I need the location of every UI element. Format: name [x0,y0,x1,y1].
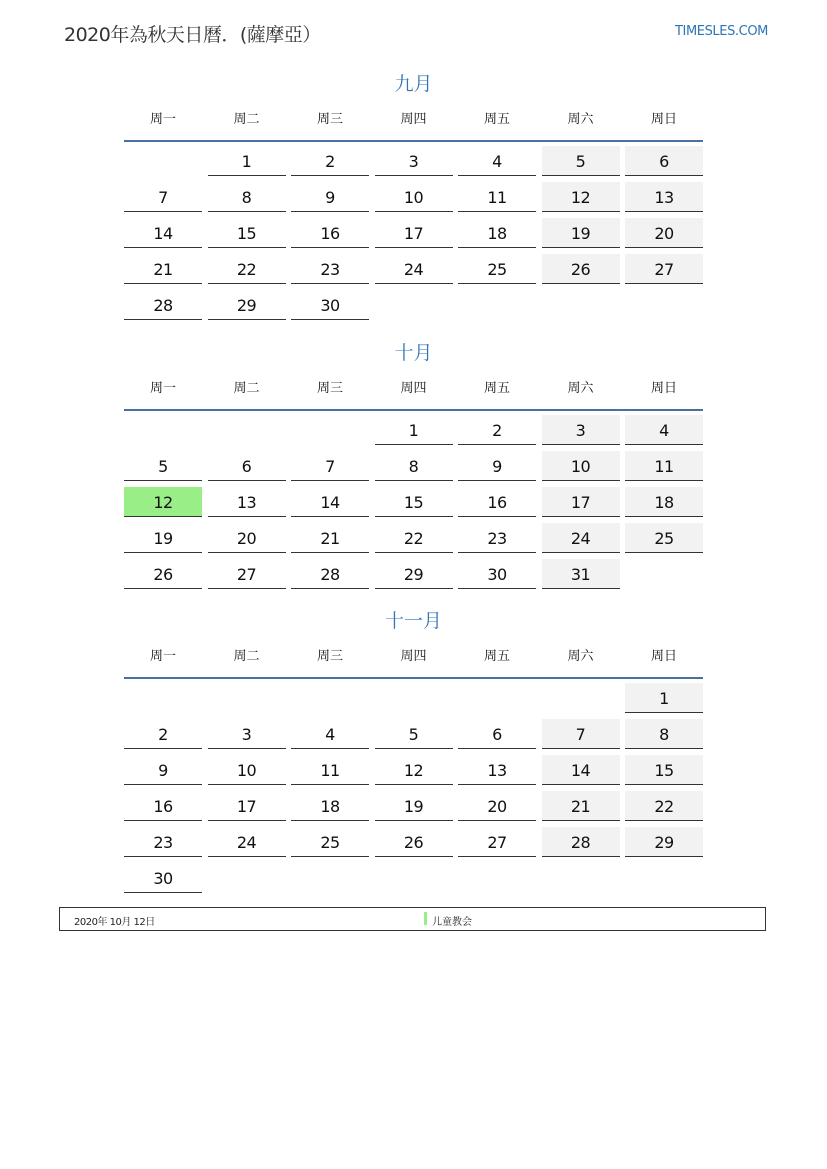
weekday-label: 周五 [483,112,510,127]
day-cell[interactable]: 16 [458,487,536,517]
day-cell[interactable]: 22 [625,791,703,821]
weekday-label: 周六 [567,381,594,396]
day-cell-empty [542,683,620,713]
day-grid [124,146,703,326]
footer-date: 2020年 10月 12日 [74,917,155,928]
site-link[interactable]: TIMESLES.COM [674,24,768,39]
day-cell[interactable]: 11 [625,451,703,481]
day-cell[interactable]: 10 [375,182,453,212]
weekday-label: 周三 [316,649,343,664]
day-cell[interactable]: 15 [208,218,286,248]
day-cell[interactable]: 6 [458,719,536,749]
weekday-label: 周一 [149,112,176,127]
day-cell[interactable]: 1 [208,146,286,176]
day-grid [124,683,703,899]
weekday-label: 周五 [483,649,510,664]
day-cell[interactable]: 28 [542,827,620,857]
day-cell[interactable]: 28 [291,559,369,589]
footer-event-bar [59,907,766,931]
day-cell[interactable]: 25 [291,827,369,857]
day-cell[interactable]: 15 [375,487,453,517]
day-cell[interactable]: 9 [124,755,202,785]
weekday-label: 周四 [400,381,427,396]
day-cell[interactable]: 25 [458,254,536,284]
day-cell[interactable]: 22 [208,254,286,284]
day-cell[interactable]: 24 [375,254,453,284]
day-cell[interactable]: 29 [375,559,453,589]
day-cell[interactable]: 14 [291,487,369,517]
day-cell-empty [291,683,369,713]
day-cell[interactable]: 4 [458,146,536,176]
day-cell-empty [291,415,369,445]
weekday-label: 周日 [650,649,677,664]
day-cell[interactable]: 21 [124,254,202,284]
weekday-label: 周二 [233,112,260,127]
day-cell-highlighted[interactable]: 12 [124,487,202,517]
day-cell[interactable]: 2 [124,719,202,749]
month-calendar-october [124,337,703,595]
day-cell[interactable]: 6 [625,146,703,176]
day-cell[interactable]: 27 [625,254,703,284]
month-calendar-september [124,68,703,326]
day-cell[interactable]: 5 [124,451,202,481]
day-cell[interactable]: 5 [375,719,453,749]
day-cell[interactable]: 18 [458,218,536,248]
weekday-header [124,637,703,679]
day-cell[interactable]: 7 [542,719,620,749]
weekday-label: 周日 [650,112,677,127]
day-cell[interactable]: 8 [208,182,286,212]
day-cell[interactable]: 7 [124,182,202,212]
footer-event: 儿童教会 [432,917,472,928]
day-cell[interactable]: 3 [208,719,286,749]
day-cell[interactable]: 30 [458,559,536,589]
day-cell[interactable]: 19 [124,523,202,553]
day-cell[interactable]: 24 [542,523,620,553]
day-cell[interactable]: 18 [291,791,369,821]
day-cell[interactable]: 7 [291,451,369,481]
weekday-label: 周四 [400,649,427,664]
day-cell[interactable]: 19 [542,218,620,248]
weekday-label: 周三 [316,381,343,396]
day-cell[interactable]: 3 [375,146,453,176]
weekday-label: 周六 [567,649,594,664]
day-cell[interactable]: 30 [124,863,202,893]
day-cell[interactable]: 17 [208,791,286,821]
day-cell-empty [124,146,202,176]
weekday-label: 周二 [233,649,260,664]
weekday-label: 周三 [316,112,343,127]
day-cell[interactable]: 26 [124,559,202,589]
day-cell[interactable]: 29 [625,827,703,857]
day-cell[interactable]: 24 [208,827,286,857]
day-cell[interactable]: 16 [291,218,369,248]
day-cell[interactable]: 14 [542,755,620,785]
day-cell[interactable]: 23 [458,523,536,553]
day-cell[interactable]: 11 [458,182,536,212]
day-cell[interactable]: 4 [625,415,703,445]
day-cell[interactable]: 12 [542,182,620,212]
day-cell[interactable]: 25 [625,523,703,553]
day-cell[interactable]: 10 [542,451,620,481]
day-cell[interactable]: 21 [291,523,369,553]
day-cell[interactable]: 18 [625,487,703,517]
day-cell[interactable]: 17 [542,487,620,517]
day-cell[interactable]: 16 [124,791,202,821]
month-title: 九月 [394,73,433,95]
day-cell[interactable]: 11 [291,755,369,785]
weekday-label: 周五 [483,381,510,396]
month-title: 十月 [394,342,433,364]
weekday-label: 周四 [400,112,427,127]
day-cell[interactable]: 2 [291,146,369,176]
day-cell[interactable]: 12 [375,755,453,785]
day-cell-empty [208,683,286,713]
day-cell[interactable]: 9 [291,182,369,212]
page-title: 2020年為秋天日曆．(薩摩亞） [64,24,321,46]
weekday-label: 周日 [650,381,677,396]
day-cell[interactable]: 29 [208,290,286,320]
day-cell[interactable]: 31 [542,559,620,589]
day-cell-empty [375,683,453,713]
day-cell[interactable]: 20 [458,791,536,821]
weekday-label: 周一 [149,381,176,396]
day-cell[interactable]: 30 [291,290,369,320]
day-cell[interactable]: 1 [625,683,703,713]
event-marker [424,912,427,925]
day-cell[interactable]: 2 [458,415,536,445]
weekday-label: 周一 [149,649,176,664]
day-cell[interactable]: 8 [625,719,703,749]
weekday-label: 周六 [567,112,594,127]
day-grid [124,415,703,595]
day-cell[interactable]: 19 [375,791,453,821]
day-cell[interactable]: 21 [542,791,620,821]
day-cell-empty [124,415,202,445]
day-cell[interactable]: 13 [208,487,286,517]
day-cell[interactable]: 9 [458,451,536,481]
weekday-header [124,100,703,142]
day-cell[interactable]: 6 [208,451,286,481]
day-cell[interactable]: 3 [542,415,620,445]
day-cell[interactable]: 22 [375,523,453,553]
day-cell-empty [458,683,536,713]
day-cell[interactable]: 20 [625,218,703,248]
day-cell[interactable]: 23 [291,254,369,284]
month-title: 十一月 [384,610,442,632]
day-cell[interactable]: 17 [375,218,453,248]
day-cell[interactable]: 8 [375,451,453,481]
day-cell[interactable]: 15 [625,755,703,785]
day-cell[interactable]: 27 [208,559,286,589]
day-cell[interactable]: 26 [375,827,453,857]
day-cell[interactable]: 23 [124,827,202,857]
day-cell[interactable]: 1 [375,415,453,445]
day-cell[interactable]: 20 [208,523,286,553]
day-cell[interactable]: 4 [291,719,369,749]
weekday-label: 周二 [233,381,260,396]
weekday-header [124,369,703,411]
day-cell[interactable]: 13 [625,182,703,212]
day-cell[interactable]: 13 [458,755,536,785]
day-cell[interactable]: 26 [542,254,620,284]
month-calendar-november [124,605,703,899]
day-cell[interactable]: 27 [458,827,536,857]
day-cell-empty [208,415,286,445]
day-cell[interactable]: 14 [124,218,202,248]
day-cell[interactable]: 5 [542,146,620,176]
day-cell[interactable]: 28 [124,290,202,320]
day-cell-empty [124,683,202,713]
day-cell[interactable]: 10 [208,755,286,785]
